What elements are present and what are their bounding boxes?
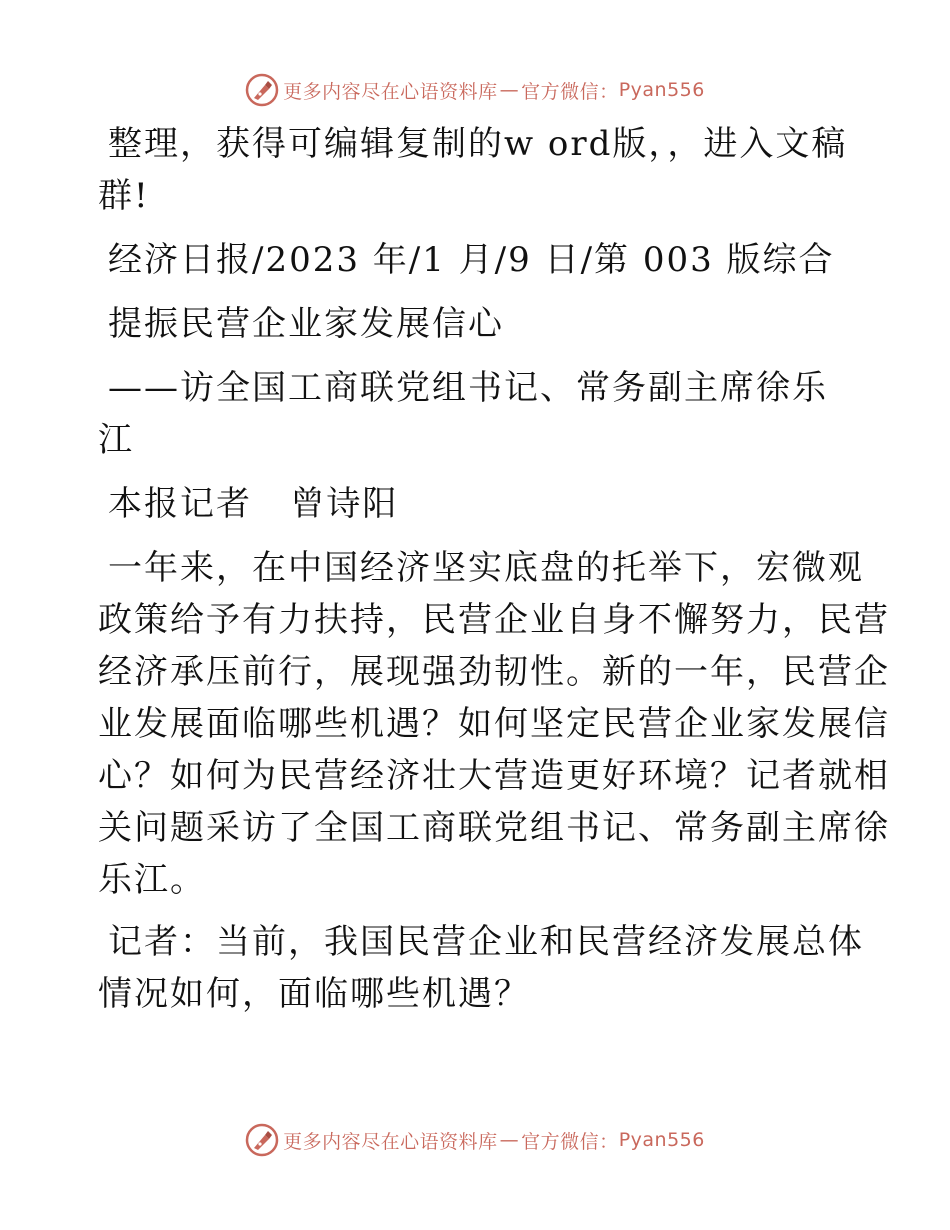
article-subtitle: ——访全国工商联党组书记、常务副主席徐乐江 (98, 368, 828, 460)
article-byline: 本报记者 曾诗阳 (108, 484, 399, 524)
body-line: 关问题采访了全国工商联党组书记、常务副主席徐 (98, 808, 890, 848)
watermark-separator: — (499, 79, 520, 101)
watermark-text: 更多内容尽在心语资料库 (283, 80, 498, 103)
body-line: 一年来，在中国经济坚实底盘的托举下，宏微观 (108, 548, 864, 588)
body-line: 乐江。 (98, 860, 206, 900)
body-line: 心？如何为民营经济壮大营造更好环境？记者就相 (98, 756, 890, 796)
question-paragraph (98, 916, 864, 1020)
article-title: 提振民营企业家发展信心 (108, 304, 504, 344)
pen-nib-logo-icon (245, 73, 279, 107)
watermark-label: 官方微信： (521, 1130, 619, 1153)
watermark-banner-bottom (0, 1120, 950, 1160)
watermark-separator: — (499, 1129, 520, 1151)
intro-line-2: 群! (98, 176, 150, 216)
intro-paragraph (98, 118, 858, 222)
body-paragraph (98, 542, 890, 906)
document-body (98, 118, 890, 1032)
body-line: 业发展面临哪些机遇？如何坚定民营企业家发展信 (98, 704, 890, 744)
watermark-banner-top (0, 70, 950, 110)
watermark-label: 官方微信： (521, 80, 619, 103)
watermark-text: 更多内容尽在心语资料库 (283, 1130, 498, 1153)
question-line: 情况如何，面临哪些机遇？ (98, 974, 530, 1014)
watermark-id: Pyan556 (618, 79, 705, 101)
source-line: 经济日报/2023 年/1 月/9 日/第 003 版综合 (108, 240, 835, 280)
pen-nib-logo-icon (245, 1123, 279, 1157)
body-line: 政策给予有力扶持，民营企业自身不懈努力，民营 (98, 600, 890, 640)
body-line: 经济承压前行，展现强劲韧性。新的一年，民营企 (98, 652, 890, 692)
watermark-id: Pyan556 (618, 1129, 705, 1151)
question-line: 记者：当前，我国民营企业和民营经济发展总体 (108, 922, 864, 962)
intro-line-1: 整理，获得可编辑复制的w ord版，，进入文稿 (108, 124, 848, 164)
